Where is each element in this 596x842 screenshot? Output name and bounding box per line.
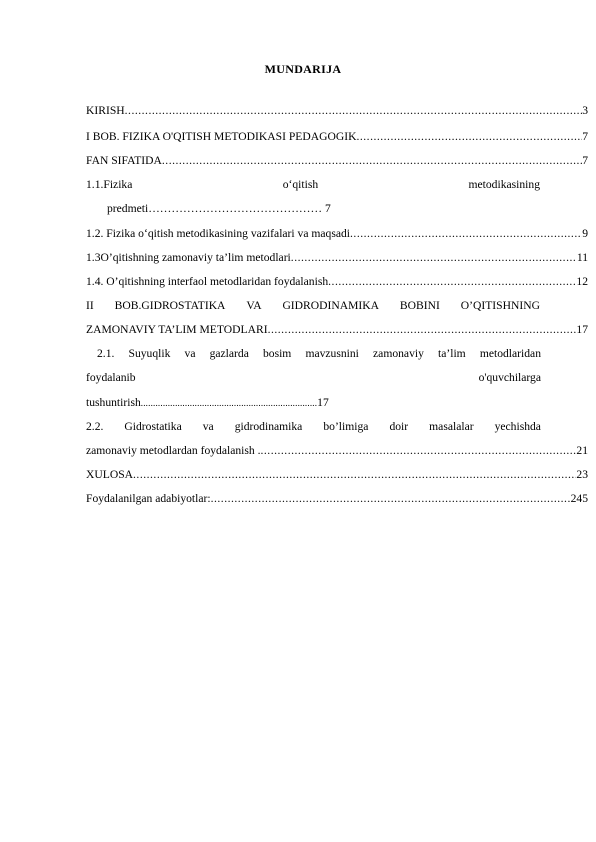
toc-word: 1.1.Fizika — [86, 178, 133, 191]
toc-entry-adabiyotlar[interactable] — [86, 491, 588, 507]
toc-word: VA — [246, 299, 262, 312]
toc-word: va — [202, 420, 214, 433]
toc-page-number: 12 — [576, 275, 588, 288]
toc-entry-kirish[interactable] — [86, 103, 588, 119]
toc-page-number: 7 — [582, 130, 588, 143]
toc-page-number: 7 — [582, 154, 588, 167]
toc-entry-text: zamonaviy metodlardan foydalanish . — [86, 444, 261, 457]
toc-page-number: 9 — [582, 227, 588, 240]
toc-word: yechishda — [494, 420, 541, 433]
toc-leader-dots — [291, 250, 577, 266]
toc-leader-dots — [268, 322, 577, 338]
toc-entry-1-1-continued[interactable]: predmeti……………………………………… 7 — [107, 202, 331, 215]
toc-leader-dots: ........................................................................ — [140, 398, 318, 408]
toc-entry-2-2[interactable] — [86, 419, 541, 435]
toc-word: GIDRODINAMIKA — [282, 299, 380, 312]
toc-leader-dots — [328, 274, 576, 290]
toc-word: BOB.GIDROSTATIKA — [114, 299, 226, 312]
toc-entry-text: XULOSA — [86, 468, 134, 481]
toc-word: foydalanib — [86, 371, 136, 384]
toc-leader-dots — [356, 129, 582, 145]
toc-entry-1-1[interactable] — [86, 177, 540, 193]
toc-leader-dots — [133, 467, 576, 483]
toc-entry-text: KIRISH — [86, 104, 125, 117]
toc-entry-text: FAN SIFATIDA — [86, 154, 162, 167]
toc-word: metodikasining — [468, 178, 540, 191]
toc-word: BOBINI — [399, 299, 440, 312]
toc-entry-bob2[interactable] — [86, 298, 540, 314]
toc-leader-dots — [125, 103, 583, 119]
toc-entry-fan-sifatida[interactable] — [86, 153, 588, 169]
toc-word: II — [86, 299, 94, 312]
toc-word: o‘qitish — [282, 178, 319, 191]
toc-page-number: 17 — [576, 323, 588, 336]
toc-page-number: 245 — [570, 492, 588, 505]
toc-entry-text: Foydalanilgan adabiyotlar: — [86, 492, 211, 505]
toc-word: gidrodinamika — [234, 420, 303, 433]
toc-entry-text: I BOB. FIZIKA O'QITISH METODIKASI PEDAGOGIK — [86, 130, 357, 143]
toc-page-number: 17 — [317, 396, 329, 409]
toc-entry-text: 1.4. O’qitishning interfaol metodlaridan foydalanish — [86, 275, 329, 288]
toc-leader-dots — [261, 443, 577, 459]
toc-entry-1-4[interactable] — [86, 274, 588, 290]
toc-word: O’QITISHNING — [460, 299, 540, 312]
page-title: MUNDARIJA — [264, 62, 342, 76]
toc-entry-2-2-continued[interactable] — [86, 443, 588, 459]
toc-entry-bob2-continued[interactable] — [86, 322, 588, 338]
toc-entry-1-3[interactable] — [86, 250, 588, 266]
toc-word: Gidrostatika — [124, 420, 182, 433]
toc-entry-text: tushuntirish — [86, 396, 141, 409]
toc-entry-bob1[interactable] — [86, 129, 588, 145]
toc-leader-dots — [211, 491, 571, 507]
toc-leader-dots — [350, 226, 582, 242]
toc-page-number: 23 — [576, 468, 588, 481]
toc-entry-text: 1.3O’qitishning zamonaviy ta’lim metodlari — [86, 251, 291, 264]
toc-leader-dots — [162, 153, 582, 169]
toc-entry-text: ZAMONAVIY TA’LIM METODLARI — [86, 323, 268, 336]
toc-word: bo’limiga — [323, 420, 369, 433]
toc-entry-xulosa[interactable] — [86, 467, 588, 483]
toc-entry-2-1-end[interactable] — [86, 395, 329, 411]
toc-word: o'quvchilarga — [478, 371, 541, 384]
toc-word: 2.2. — [86, 420, 104, 433]
toc-page-number: 21 — [576, 444, 588, 457]
toc-word: doir — [389, 420, 409, 433]
toc-page-number: 11 — [576, 251, 588, 264]
toc-entry-2-1[interactable]: 2.1. Suyuqlik va gazlarda bosim mavzusnini zamonaviy ta’lim metodlaridan — [97, 347, 541, 360]
toc-page-number: 3 — [582, 104, 588, 117]
toc-entry-2-1-continued[interactable] — [86, 370, 541, 386]
toc-entry-text: 1.2. Fizika o‘qitish metodikasining vazifalari va maqsadi — [86, 227, 351, 240]
toc-word: masalalar — [429, 420, 474, 433]
toc-entry-1-2[interactable] — [86, 226, 588, 242]
